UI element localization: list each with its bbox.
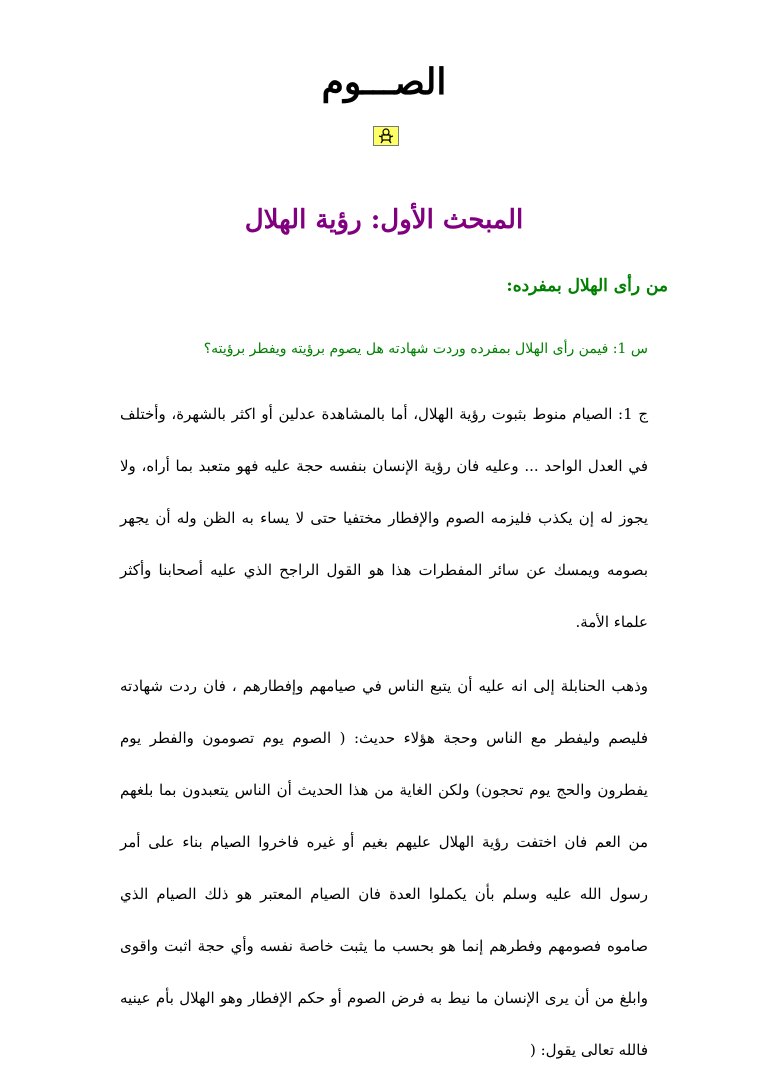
answer-paragraph: ج 1: الصيام منوط بثبوت رؤية الهلال، أما بالمشاهدة عدلين أو اكثر بالشهرة، وأختلف في العدل الواحد ... وعليه فان رؤية الإنسان بنفسه حجة عليه فهو متعبد بما أراه، ولا يجوز له إن يكذب فليزمه الصوم والإفطار مختفيا حتى لا يساء به الظن وله أن يجهر بصومه ويمسك عن سائر المفطرات هذا هو القول الراجح الذي عليه أصحابنا وأكثر علماء الأمة. (120, 405, 648, 631)
section-title: المبحث الأول: رؤية الهلال (244, 205, 524, 235)
main-title: الصـــوم (321, 61, 447, 103)
second-paragraph: وذهب الحنابلة إلى انه عليه أن يتبع الناس في صيامهم وإفطارهم ، فان ردت شهادته فليصم وليفطر مع الناس وحجة هؤلاء حديث: ( الصوم يوم تصومون والفطر يوم يفطرون والحج يوم تحجون) ولكن الغاية من هذا الحديث أن الناس يتعبدون بما بلغهم من العم فان اختفت رؤية الهلال عليهم بغيم أو غيره فاخروا الصيام بناء على أمر رسول الله عليه وسلم بأن يكملوا العدة فان الصيام المعتبر هو ذلك الصيام الذي صاموه فصومهم وفطرهم إنما هو بحسب ما يثبت خاصة نفسه وأي حجة اثبت واقوى وابلغ من أن يرى الإنسان ما نيط به فرض الصوم أو حكم الإفطار وهو الهلال بأم عينيه فالله تعالى يقول: ( (120, 677, 648, 1059)
ornament-icon (373, 126, 399, 146)
question-text: س 1: فيمن رأى الهلال بمفرده وردت شهادته هل يصوم برؤيته ويفطر برؤيته؟ (203, 341, 648, 357)
subheading: من رأى الهلال بمفرده: (506, 276, 668, 296)
